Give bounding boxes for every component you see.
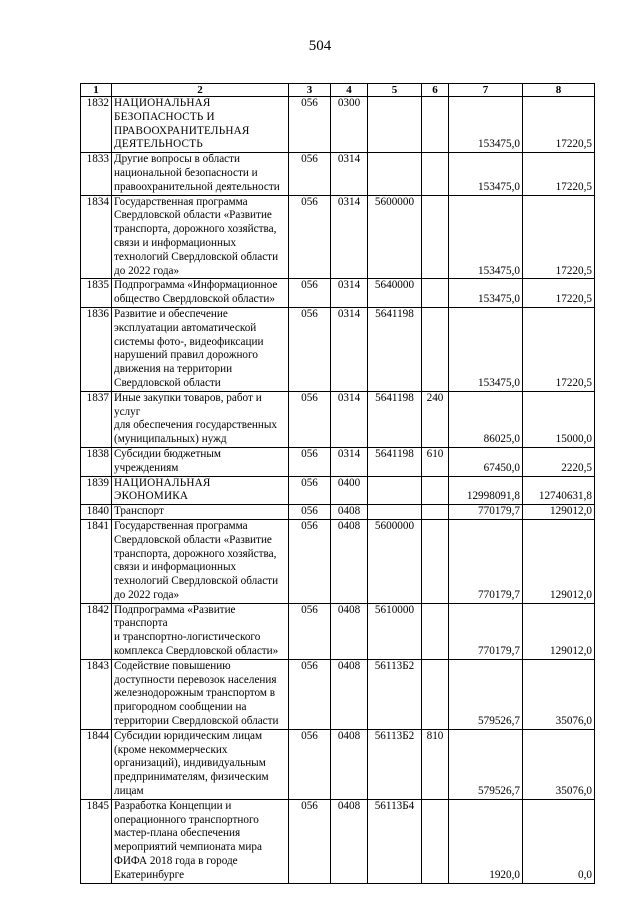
- row-name-line: Содействие повышению: [114, 659, 231, 672]
- row-name-line: лицам: [114, 785, 144, 798]
- row-code-6: [422, 505, 449, 520]
- row-name-line: Свердловской области «Развитие: [114, 533, 272, 546]
- row-code-6: [422, 519, 449, 603]
- row-code-6: [422, 307, 449, 391]
- row-name: [112, 659, 289, 729]
- col-header-3: 3: [289, 84, 331, 97]
- row-code-6: 810: [422, 729, 449, 799]
- row-code-4: 0408: [331, 799, 368, 883]
- row-amount-8: 15000,0: [523, 391, 595, 447]
- row-amount-7: 770179,7: [449, 505, 523, 520]
- row-amount-7: 1920,0: [449, 799, 523, 883]
- table-row: [81, 476, 595, 505]
- row-amount-7: 770179,7: [449, 603, 523, 659]
- table-row: [81, 307, 595, 391]
- col-header-6: 6: [422, 84, 449, 97]
- table-row: [81, 97, 595, 153]
- row-code-4: 0408: [331, 519, 368, 603]
- row-name-line: операционного транспортного: [114, 813, 259, 826]
- row-name-line: связи и информационных: [114, 236, 237, 249]
- row-name-line: Развитие и обеспечение: [114, 307, 228, 320]
- row-name-line: территории Свердловской области: [114, 715, 279, 728]
- row-code-5: [368, 97, 422, 153]
- row-number: 1844: [81, 729, 112, 799]
- row-code-5: [368, 153, 422, 195]
- row-number: 1836: [81, 307, 112, 391]
- row-number: 1834: [81, 195, 112, 279]
- row-code-3: 056: [289, 729, 331, 799]
- row-name-line: ФИФА 2018 года в городе: [114, 855, 238, 868]
- row-name-line: национальной безопасности и: [114, 166, 258, 179]
- row-name-line: Государственная программа: [114, 519, 248, 532]
- row-code-5: 56113Б4: [368, 799, 422, 883]
- row-number: 1839: [81, 476, 112, 505]
- row-amount-8: 129012,0: [523, 603, 595, 659]
- row-name-line: системы фото-, видеофиксации: [114, 335, 264, 348]
- row-amount-7: 153475,0: [449, 195, 523, 279]
- row-code-6: [422, 97, 449, 153]
- row-code-4: 0408: [331, 659, 368, 729]
- row-name-line: мастер-плана обеспечения: [114, 827, 241, 840]
- row-code-3: 056: [289, 659, 331, 729]
- row-amount-7: 579526,7: [449, 659, 523, 729]
- row-name-line: правоохранительной деятельности: [114, 180, 280, 193]
- row-code-4: 0300: [331, 97, 368, 153]
- col-header-5: 5: [368, 84, 422, 97]
- row-amount-8: 17220,5: [523, 153, 595, 195]
- row-name-line: движения на территории: [114, 363, 233, 376]
- row-name-line: до 2022 года»: [114, 588, 180, 601]
- row-code-6: [422, 603, 449, 659]
- row-name-line: Субсидии бюджетным учреждениям: [114, 447, 221, 474]
- row-code-6: 240: [422, 391, 449, 447]
- row-code-5: 5641198: [368, 307, 422, 391]
- row-code-5: 5640000: [368, 279, 422, 308]
- col-header-1: 1: [81, 84, 112, 97]
- row-amount-7: 153475,0: [449, 279, 523, 308]
- row-name: [112, 799, 289, 883]
- row-code-4: 0400: [331, 476, 368, 505]
- row-amount-7: 770179,7: [449, 519, 523, 603]
- row-name-line: и транспортно-логистического: [114, 631, 261, 644]
- row-number: 1842: [81, 603, 112, 659]
- row-name-line: Свердловской области «Развитие: [114, 209, 272, 222]
- col-header-4: 4: [331, 84, 368, 97]
- row-name-line: ПРАВООХРАНИТЕЛЬНАЯ: [114, 124, 250, 137]
- row-code-3: 056: [289, 519, 331, 603]
- table-row: [81, 505, 595, 520]
- row-amount-7: 12998091,8: [449, 476, 523, 505]
- table-row: [81, 659, 595, 729]
- table-body: [81, 97, 595, 884]
- row-number: 1843: [81, 659, 112, 729]
- col-header-2: 2: [112, 84, 289, 97]
- table-row: [81, 391, 595, 447]
- row-code-3: 056: [289, 279, 331, 308]
- table-row: [81, 603, 595, 659]
- row-name: [112, 97, 289, 153]
- table-row: [81, 729, 595, 799]
- row-name-line: предпринимателям, физическим: [114, 771, 269, 784]
- row-code-3: 056: [289, 476, 331, 505]
- row-name-line: Разработка Концепции и: [114, 799, 232, 812]
- row-name-line: Подпрограмма «Информационное: [114, 279, 278, 292]
- row-name-line: транспорта, дорожного хозяйства,: [114, 547, 277, 560]
- row-name-line: Субсидии юридическим лицам: [114, 729, 263, 742]
- row-number: 1840: [81, 505, 112, 520]
- row-name: [112, 519, 289, 603]
- row-amount-8: 129012,0: [523, 519, 595, 603]
- row-amount-8: 17220,5: [523, 307, 595, 391]
- row-number: 1837: [81, 391, 112, 447]
- row-code-3: 056: [289, 447, 331, 476]
- row-code-5: 56113Б2: [368, 659, 422, 729]
- row-name-line: комплекса Свердловской области»: [114, 645, 279, 658]
- row-amount-8: 17220,5: [523, 195, 595, 279]
- row-name-line: эксплуатации автоматической: [114, 321, 257, 334]
- row-name-line: технологий Свердловской области: [114, 250, 279, 263]
- row-name-line: (кроме некоммерческих: [114, 743, 228, 756]
- row-code-4: 0314: [331, 279, 368, 308]
- row-name-line: Екатеринбурге: [114, 868, 185, 881]
- row-name: [112, 153, 289, 195]
- row-name-line: мероприятий чемпионата мира: [114, 841, 262, 854]
- row-number: 1845: [81, 799, 112, 883]
- row-code-3: 056: [289, 603, 331, 659]
- row-name-line: ДЕЯТЕЛЬНОСТЬ: [114, 138, 203, 151]
- row-amount-8: 35076,0: [523, 729, 595, 799]
- row-code-5: [368, 476, 422, 505]
- row-name-line: общество Свердловской области»: [114, 293, 275, 306]
- row-name-line: Транспорт: [114, 505, 164, 518]
- row-number: 1838: [81, 447, 112, 476]
- row-amount-8: 0,0: [523, 799, 595, 883]
- table-row: [81, 195, 595, 279]
- row-code-3: 056: [289, 153, 331, 195]
- row-code-3: 056: [289, 195, 331, 279]
- row-code-6: [422, 195, 449, 279]
- row-number: 1841: [81, 519, 112, 603]
- row-name-line: Другие вопросы в области: [114, 153, 241, 166]
- budget-table: [80, 83, 595, 884]
- row-code-3: 056: [289, 97, 331, 153]
- row-amount-7: 86025,0: [449, 391, 523, 447]
- row-name-line: Подпрограмма «Развитие транспорта: [114, 603, 236, 630]
- row-number: 1833: [81, 153, 112, 195]
- row-name-line: Свердловской области: [114, 376, 221, 389]
- row-name-line: (муниципальных) нужд: [114, 433, 227, 446]
- row-code-6: [422, 153, 449, 195]
- row-amount-7: 153475,0: [449, 153, 523, 195]
- page-number: 504: [308, 38, 332, 54]
- row-code-6: [422, 659, 449, 729]
- table-row: [81, 519, 595, 603]
- row-amount-7: 67450,0: [449, 447, 523, 476]
- row-amount-7: 153475,0: [449, 97, 523, 153]
- row-name-line: транспорта, дорожного хозяйства,: [114, 223, 277, 236]
- row-code-4: 0314: [331, 447, 368, 476]
- row-number: 1835: [81, 279, 112, 308]
- row-code-4: 0314: [331, 391, 368, 447]
- row-code-4: 0314: [331, 307, 368, 391]
- row-name: [112, 279, 289, 308]
- row-amount-8: 35076,0: [523, 659, 595, 729]
- row-code-5: 5641198: [368, 447, 422, 476]
- row-amount-8: 17220,5: [523, 97, 595, 153]
- row-code-3: 056: [289, 307, 331, 391]
- row-amount-8: 12740631,8: [523, 476, 595, 505]
- row-name-line: Иные закупки товаров, работ и услуг: [114, 391, 262, 418]
- row-code-6: [422, 799, 449, 883]
- row-name-line: железнодорожным транспортом в: [114, 687, 276, 700]
- row-name-line: нарушений правил дорожного: [114, 349, 258, 362]
- row-amount-7: 579526,7: [449, 729, 523, 799]
- row-code-6: 610: [422, 447, 449, 476]
- row-name-line: Государственная программа: [114, 195, 248, 208]
- table-row: [81, 447, 595, 476]
- row-name: [112, 729, 289, 799]
- row-code-4: 0408: [331, 603, 368, 659]
- row-code-4: 0314: [331, 195, 368, 279]
- row-name: [112, 447, 289, 476]
- row-name: [112, 307, 289, 391]
- row-code-5: 5610000: [368, 603, 422, 659]
- row-name-line: связи и информационных: [114, 561, 237, 574]
- row-amount-8: 129012,0: [523, 505, 595, 520]
- row-code-5: 5600000: [368, 519, 422, 603]
- row-amount-8: 2220,5: [523, 447, 595, 476]
- row-code-6: [422, 279, 449, 308]
- row-code-4: 0408: [331, 505, 368, 520]
- row-code-4: 0314: [331, 153, 368, 195]
- row-name-line: НАЦИОНАЛЬНАЯ ЭКОНОМИКА: [114, 476, 211, 503]
- row-name-line: доступности перевозок населения: [114, 673, 277, 686]
- col-header-8: 8: [523, 84, 595, 97]
- table-row: [81, 799, 595, 883]
- row-code-3: 056: [289, 799, 331, 883]
- row-name-line: технологий Свердловской области: [114, 575, 279, 588]
- row-code-3: 056: [289, 505, 331, 520]
- row-code-5: 5641198: [368, 391, 422, 447]
- row-name: [112, 603, 289, 659]
- row-code-6: [422, 476, 449, 505]
- row-name-line: организаций), индивидуальным: [114, 757, 266, 770]
- row-code-4: 0408: [331, 729, 368, 799]
- row-code-5: 56113Б2: [368, 729, 422, 799]
- row-code-5: 5600000: [368, 195, 422, 279]
- row-name: [112, 391, 289, 447]
- row-name: [112, 195, 289, 279]
- row-name: [112, 476, 289, 505]
- header-row: [81, 84, 595, 97]
- row-code-5: [368, 505, 422, 520]
- col-header-7: 7: [449, 84, 523, 97]
- row-name-line: НАЦИОНАЛЬНАЯ: [114, 97, 211, 109]
- row-name-line: до 2022 года»: [114, 264, 180, 277]
- row-name-line: БЕЗОПАСНОСТЬ И: [114, 110, 215, 123]
- row-amount-7: 153475,0: [449, 307, 523, 391]
- row-name-line: пригородном сообщении на: [114, 701, 247, 714]
- row-amount-8: 17220,5: [523, 279, 595, 308]
- row-number: 1832: [81, 97, 112, 153]
- row-name: [112, 505, 289, 520]
- table-row: [81, 279, 595, 308]
- row-name-line: для обеспечения государственных: [114, 419, 278, 432]
- row-code-3: 056: [289, 391, 331, 447]
- table-row: [81, 153, 595, 195]
